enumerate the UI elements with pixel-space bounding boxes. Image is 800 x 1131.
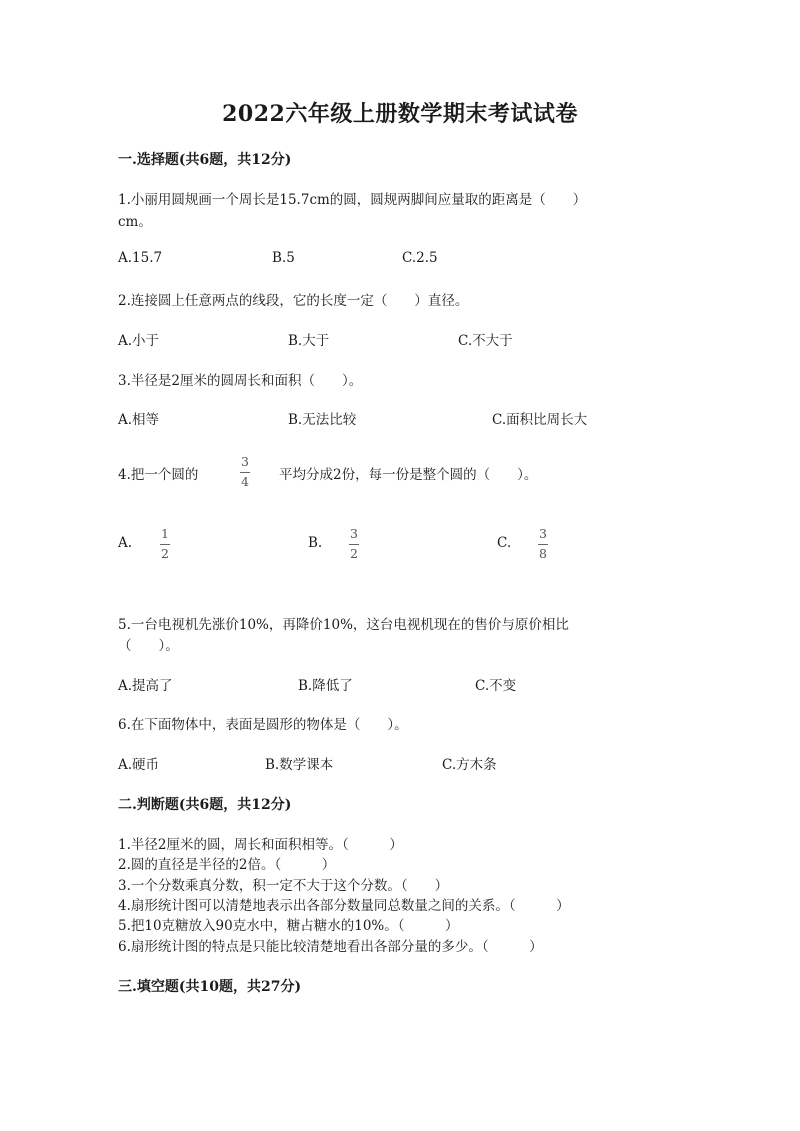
- option-4a-fraction[interactable]: [160, 528, 170, 560]
- question-3: 3.半径是2厘米的圆周长和面积（ ）。: [118, 373, 363, 389]
- judgment-item-5: 5.把10克糖放入90克水中，糖占糖水的10%。（ ）: [118, 918, 459, 934]
- fraction-denominator: 4: [241, 473, 249, 489]
- fraction-denominator: 2: [350, 545, 358, 561]
- judgment-item-6: 6.扇形统计图的特点是只能比较清楚地看出各部分量的多少。（ ）: [118, 939, 543, 955]
- judgment-item-1: 1.半径2厘米的圆，周长和面积相等。（ ）: [118, 837, 403, 853]
- option-3c[interactable]: C.面积比周长大: [492, 412, 588, 428]
- option-1b[interactable]: B.5: [272, 250, 295, 266]
- option-4b-label[interactable]: B.: [308, 535, 323, 551]
- fraction-numerator: 1: [161, 526, 169, 541]
- option-2a[interactable]: A.小于: [118, 333, 160, 349]
- option-2b[interactable]: B.大于: [288, 333, 330, 349]
- option-5a[interactable]: A.提高了: [118, 678, 173, 694]
- question-6: 6.在下面物体中，表面是圆形的物体是（ ）。: [118, 717, 408, 733]
- question-1-cont: cm。: [118, 214, 152, 230]
- fraction-denominator: 2: [161, 545, 169, 561]
- judgment-item-3: 3.一个分数乘真分数，积一定不大于这个分数。（ ）: [118, 878, 449, 894]
- fraction-denominator: 8: [539, 545, 547, 561]
- fraction-numerator: 3: [539, 526, 547, 541]
- question-5-cont: （ ）。: [118, 638, 179, 654]
- option-5c[interactable]: C.不变: [475, 678, 517, 694]
- option-4b-fraction[interactable]: [349, 528, 359, 560]
- option-3b[interactable]: B.无法比较: [288, 412, 357, 428]
- fraction-bar: [349, 544, 359, 545]
- question-4-fraction: [240, 456, 250, 488]
- option-1a[interactable]: A.15.7: [118, 250, 163, 266]
- option-6a[interactable]: A.硬币: [118, 757, 160, 773]
- fraction-numerator: 3: [350, 526, 358, 541]
- option-5b[interactable]: B.降低了: [298, 678, 353, 694]
- option-1c[interactable]: C.2.5: [402, 250, 438, 266]
- option-6c[interactable]: C.方木条: [442, 757, 497, 773]
- fraction-bar: [240, 472, 250, 473]
- fraction-numerator: 3: [241, 454, 249, 469]
- section-heading-judgment: 二.判断题(共6题，共12分): [118, 797, 292, 813]
- option-4a-label[interactable]: A.: [118, 535, 133, 551]
- fraction-bar: [160, 544, 170, 545]
- judgment-item-4: 4.扇形统计图可以清楚地表示出各部分数量同总数量之间的关系。（ ）: [118, 898, 570, 914]
- judgment-item-2: 2.圆的直径是半径的2倍。（ ）: [118, 857, 336, 873]
- question-1: 1.小丽用圆规画一个周长是15.7cm的圆，圆规两脚间应量取的距离是（ ）: [118, 192, 587, 208]
- question-5: 5.一台电视机先涨价10%，再降价10%，这台电视机现在的售价与原价相比: [118, 617, 569, 633]
- section-heading-fill: 三.填空题(共10题，共27分): [118, 979, 302, 995]
- fraction-bar: [538, 544, 548, 545]
- question-4-before: 4.把一个圆的: [118, 467, 199, 483]
- section-heading-choice: 一.选择题(共6题，共12分): [118, 152, 292, 168]
- option-4c-fraction[interactable]: [538, 528, 548, 560]
- option-3a[interactable]: A.相等: [118, 412, 160, 428]
- option-2c[interactable]: C.不大于: [458, 333, 513, 349]
- option-6b[interactable]: B.数学课本: [265, 757, 334, 773]
- question-2: 2.连接圆上任意两点的线段，它的长度一定（ ）直径。: [118, 293, 469, 309]
- option-4c-label[interactable]: C.: [497, 535, 512, 551]
- page-title: 2022六年级上册数学期末考试试卷: [222, 101, 578, 127]
- question-4-after: 平均分成2份，每一份是整个圆的（ ）。: [279, 467, 538, 483]
